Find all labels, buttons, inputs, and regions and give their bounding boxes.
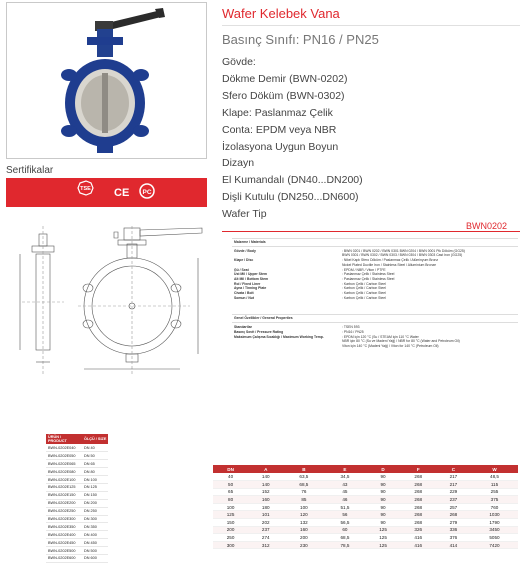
table-row <box>213 503 518 511</box>
table-row <box>213 541 518 549</box>
table-cell: 180 <box>248 503 283 511</box>
table-cell: 100 <box>213 503 248 511</box>
column-header: C <box>436 465 471 473</box>
table-cell: 336 <box>436 526 471 534</box>
spec-item: Dökme Demir (BWN-0202) <box>222 72 348 85</box>
table-row <box>46 499 108 507</box>
table-cell: 40 <box>213 473 248 481</box>
table-cell: 85 <box>283 496 324 504</box>
table-cell: 3450 <box>471 526 518 534</box>
column-header: ÖLÇÜ / SIZE <box>82 434 108 444</box>
table-cell: 326 <box>401 526 436 534</box>
spec-item: Dişli Kutulu (DN250...DN600) <box>222 191 359 204</box>
table-cell: 375 <box>471 496 518 504</box>
materials-row: Nickel Plated Ductile Iron / Stainless Steel / Alluminium Bronze <box>342 262 437 267</box>
table-cell: 312 <box>248 541 283 549</box>
table-cell: BWN-0202E450 <box>46 539 82 547</box>
table-cell: 46 <box>324 496 365 504</box>
table-cell: 140 <box>248 481 283 489</box>
table-cell: 5050 <box>471 534 518 542</box>
table-cell: 100 <box>283 503 324 511</box>
table-cell: 56,5 <box>324 519 365 527</box>
general-properties-header: Genel Özellikler / General Properties <box>232 314 518 323</box>
table-cell: BWN-0202E125 <box>46 483 82 491</box>
table-row <box>46 476 108 484</box>
table-cell: BWN-0202E500 <box>46 547 82 555</box>
materials-row: Alt Mil / Bottom Stem : Paslanmaz Çelik / Stainless Steel <box>234 276 395 281</box>
table-cell: 202 <box>248 519 283 527</box>
table-cell: 48,5 <box>471 473 518 481</box>
column-header: W <box>471 465 518 473</box>
general-row: Basınç Sınıfı / Pressure Rating : PN16 / PN25 <box>234 329 364 334</box>
product-photo <box>6 2 207 159</box>
materials-row: Üst Mil / Upper Stem : Paslanmaz Çelik / Stainless Steel <box>234 272 395 277</box>
butterfly-valve-image <box>7 3 208 160</box>
table-cell: 50 <box>213 481 248 489</box>
table-cell: DN 150 <box>82 491 108 499</box>
table-cell: 257 <box>436 503 471 511</box>
table-cell: BWN-0202E040 <box>46 444 82 452</box>
table-cell: 250 <box>213 534 248 542</box>
table-cell: BWN-0202E050 <box>46 452 82 460</box>
table-cell: 268 <box>436 511 471 519</box>
table-cell: 160 <box>283 526 324 534</box>
table-cell: 125 <box>365 541 400 549</box>
materials-row: Civata / Bolt : Karbon Çelik / Carbon Steel <box>234 291 386 296</box>
table-cell: 90 <box>365 473 400 481</box>
table-row <box>46 523 108 531</box>
table-cell: 68,5 <box>283 481 324 489</box>
table-cell: DN 250 <box>82 507 108 515</box>
table-cell: 268 <box>401 511 436 519</box>
materials-row: Somun / Nut : Karbon Çelik / Carbon Steel <box>234 295 386 300</box>
table-cell: 300 <box>213 541 248 549</box>
table-row <box>213 481 518 489</box>
spec-item: Sfero Döküm (BWN-0302) <box>222 89 345 102</box>
table-cell: 268 <box>401 519 436 527</box>
materials-row: Ayna / Tinning Plate : Karbon Çelik / Carbon Steel <box>234 286 386 291</box>
table-cell: 7420 <box>471 541 518 549</box>
table-cell: 268 <box>401 488 436 496</box>
table-cell: DN 300 <box>82 515 108 523</box>
table-cell: 60 <box>324 526 365 534</box>
table-cell: 80 <box>213 496 248 504</box>
table-cell: BWN-0202E250 <box>46 507 82 515</box>
general-row: Maksimum Çalışma Sıcaklığı / Maximum Working Temp. : EPDM için 120 °C (Su / STEAM için 110 °C Water <box>234 334 419 339</box>
table-cell: 274 <box>248 534 283 542</box>
table-cell: 760 <box>471 503 518 511</box>
table-row <box>46 491 108 499</box>
materials-row: Gü / Seat : EPDM / NBR / Viton / PTFE <box>234 267 386 272</box>
table-cell: 90 <box>365 519 400 527</box>
table-row <box>46 460 108 468</box>
table-cell: BWN-0202E065 <box>46 460 82 468</box>
table-cell: BWN-0202E350 <box>46 523 82 531</box>
table-cell: 237 <box>436 496 471 504</box>
table-cell: DN 400 <box>82 531 108 539</box>
technical-drawing <box>14 226 208 376</box>
table-cell: 1790 <box>471 519 518 527</box>
table-cell: 125 <box>365 526 400 534</box>
materials-header: Malzeme / Materials <box>232 238 518 247</box>
table-cell: DN 50 <box>82 452 108 460</box>
product-title: Wafer Kelebek Vana <box>222 6 340 21</box>
table-cell: 78,5 <box>324 541 365 549</box>
table-cell: DN 80 <box>82 468 108 476</box>
model-divider <box>222 231 520 232</box>
table-row <box>213 511 518 519</box>
spec-item: Dizayn <box>222 157 255 170</box>
table-cell: 268 <box>401 503 436 511</box>
table-cell: BWN-0202E300 <box>46 515 82 523</box>
table-row <box>46 507 108 515</box>
table-cell: 217 <box>436 473 471 481</box>
table-cell: 63,5 <box>283 473 324 481</box>
spec-item: Conta: EPDM veya NBR <box>222 123 337 136</box>
table-cell: DN 600 <box>82 554 108 562</box>
table-cell: 150 <box>213 519 248 527</box>
table-cell: 90 <box>365 503 400 511</box>
table-cell: DN 65 <box>82 460 108 468</box>
column-header: DN <box>213 465 248 473</box>
model-code: BWN0202 <box>466 221 508 231</box>
certificates-bar <box>6 178 207 207</box>
table-cell: 76 <box>283 488 324 496</box>
ce-logo: CE <box>114 187 130 199</box>
table-cell: 217 <box>436 481 471 489</box>
table-cell: 51,5 <box>324 503 365 511</box>
table-cell: 1030 <box>471 511 518 519</box>
table-row <box>213 519 518 527</box>
spec-item: El Kumandalı (DN40...DN200) <box>222 174 363 187</box>
table-cell: 140 <box>248 473 283 481</box>
column-header: D <box>365 465 400 473</box>
table-cell: 101 <box>248 511 283 519</box>
product-size-table <box>46 434 108 563</box>
tse-logo-text: TSE <box>80 186 91 192</box>
materials-row: Rol / Fixed Liner : Karbon Çelik / Carbon Steel <box>234 281 386 286</box>
table-cell: BWN-0202E200 <box>46 499 82 507</box>
column-header: A <box>248 465 283 473</box>
table-cell: 237 <box>248 526 283 534</box>
table-cell: 268 <box>401 481 436 489</box>
table-row <box>46 468 108 476</box>
table-cell: BWN-0202E150 <box>46 491 82 499</box>
table-row <box>213 534 518 542</box>
table-cell: BWN-0202E080 <box>46 468 82 476</box>
table-cell: BWN-0202E400 <box>46 531 82 539</box>
table-cell: 152 <box>248 488 283 496</box>
spec-list <box>222 54 512 223</box>
table-cell: 416 <box>401 534 436 542</box>
materials-row: BWN 0301 / BWN 0302 / BWN 0303 / BWN 0304 / BWN 0303 Cast Iron (GG25) <box>342 253 463 258</box>
table-cell: 414 <box>436 541 471 549</box>
table-row <box>213 473 518 481</box>
table-cell: 268 <box>401 496 436 504</box>
table-cell: DN 500 <box>82 547 108 555</box>
general-row: Viton için 140 °C (Madeni Yağ) / Viton for 140 °C (Petroleum Oil) <box>342 343 439 348</box>
table-cell: 125 <box>213 511 248 519</box>
table-cell: 200 <box>213 526 248 534</box>
tse-logo <box>78 181 93 195</box>
table-cell: 416 <box>401 541 436 549</box>
table-cell: 160 <box>248 496 283 504</box>
table-cell: DN 450 <box>82 539 108 547</box>
table-cell: 268 <box>401 473 436 481</box>
table-cell: DN 100 <box>82 476 108 484</box>
table-cell: 255 <box>471 488 518 496</box>
column-header: E <box>324 465 365 473</box>
table-row <box>213 526 518 534</box>
table-cell: 90 <box>365 496 400 504</box>
spec-item: Klape: Paslanmaz Çelik <box>222 106 333 119</box>
table-cell: 115 <box>471 481 518 489</box>
table-cell: DN 350 <box>82 523 108 531</box>
pressure-class: Basınç Sınıfı: PN16 / PN25 <box>222 32 379 47</box>
table-cell: 34,5 <box>324 473 365 481</box>
table-cell: 125 <box>365 534 400 542</box>
pc-logo-text: PC <box>142 189 152 196</box>
table-cell: 230 <box>283 541 324 549</box>
table-row <box>213 488 518 496</box>
title-divider <box>222 25 520 26</box>
table-cell: BWN-0202E100 <box>46 476 82 484</box>
table-row <box>46 547 108 555</box>
table-row <box>46 539 108 547</box>
column-header: F <box>401 465 436 473</box>
table-cell: 132 <box>283 519 324 527</box>
table-cell: 279 <box>436 519 471 527</box>
table-cell: 68,5 <box>324 534 365 542</box>
materials-table <box>232 238 518 349</box>
table-row <box>46 452 108 460</box>
dimension-table <box>213 465 518 549</box>
table-row <box>46 444 108 452</box>
table-cell: 200 <box>283 534 324 542</box>
table-cell: 229 <box>436 488 471 496</box>
table-row <box>46 515 108 523</box>
column-header: B <box>283 465 324 473</box>
table-cell: 90 <box>365 481 400 489</box>
table-cell: 376 <box>436 534 471 542</box>
spec-item: Wafer Tip <box>222 208 267 221</box>
spec-item: İzolasyona Uygun Boyun <box>222 140 339 153</box>
column-header: ÜRÜN / PRODUCT <box>46 434 82 444</box>
table-row <box>46 554 108 562</box>
pc-logo <box>140 184 154 198</box>
table-row <box>46 483 108 491</box>
general-row: Standartlar : TSEN 593 <box>234 325 360 330</box>
table-cell: DN 200 <box>82 499 108 507</box>
table-cell: DN 125 <box>82 483 108 491</box>
table-cell: 90 <box>365 511 400 519</box>
materials-row: Klape / Disc : Nikel Kaplı Sfero Döküm / Paslanmaz Çelik / Alüminyum Bronz <box>234 258 439 263</box>
certificates-label: Sertifikalar <box>6 165 54 176</box>
table-cell: 65 <box>213 488 248 496</box>
table-cell: 120 <box>283 511 324 519</box>
table-cell: BWN-0202E600 <box>46 554 82 562</box>
table-cell: 56 <box>324 511 365 519</box>
table-row <box>213 496 518 504</box>
spec-item: Gövde: <box>222 56 256 68</box>
materials-row: Gövde / Body : BWN 0201 / BWN 0202 / BWN 0301 BWN 0204 / BWN 0001 Pik Döküm (GG25) <box>234 248 465 253</box>
table-cell: 90 <box>365 488 400 496</box>
general-row: NBR için 80 °C (Su ve Madeni Yağ) / NBR for 80 °C (Water and Petroleum Oil) <box>342 339 460 344</box>
table-cell: 45 <box>324 488 365 496</box>
table-row <box>46 531 108 539</box>
table-cell: 43 <box>324 481 365 489</box>
table-cell: DN 40 <box>82 444 108 452</box>
